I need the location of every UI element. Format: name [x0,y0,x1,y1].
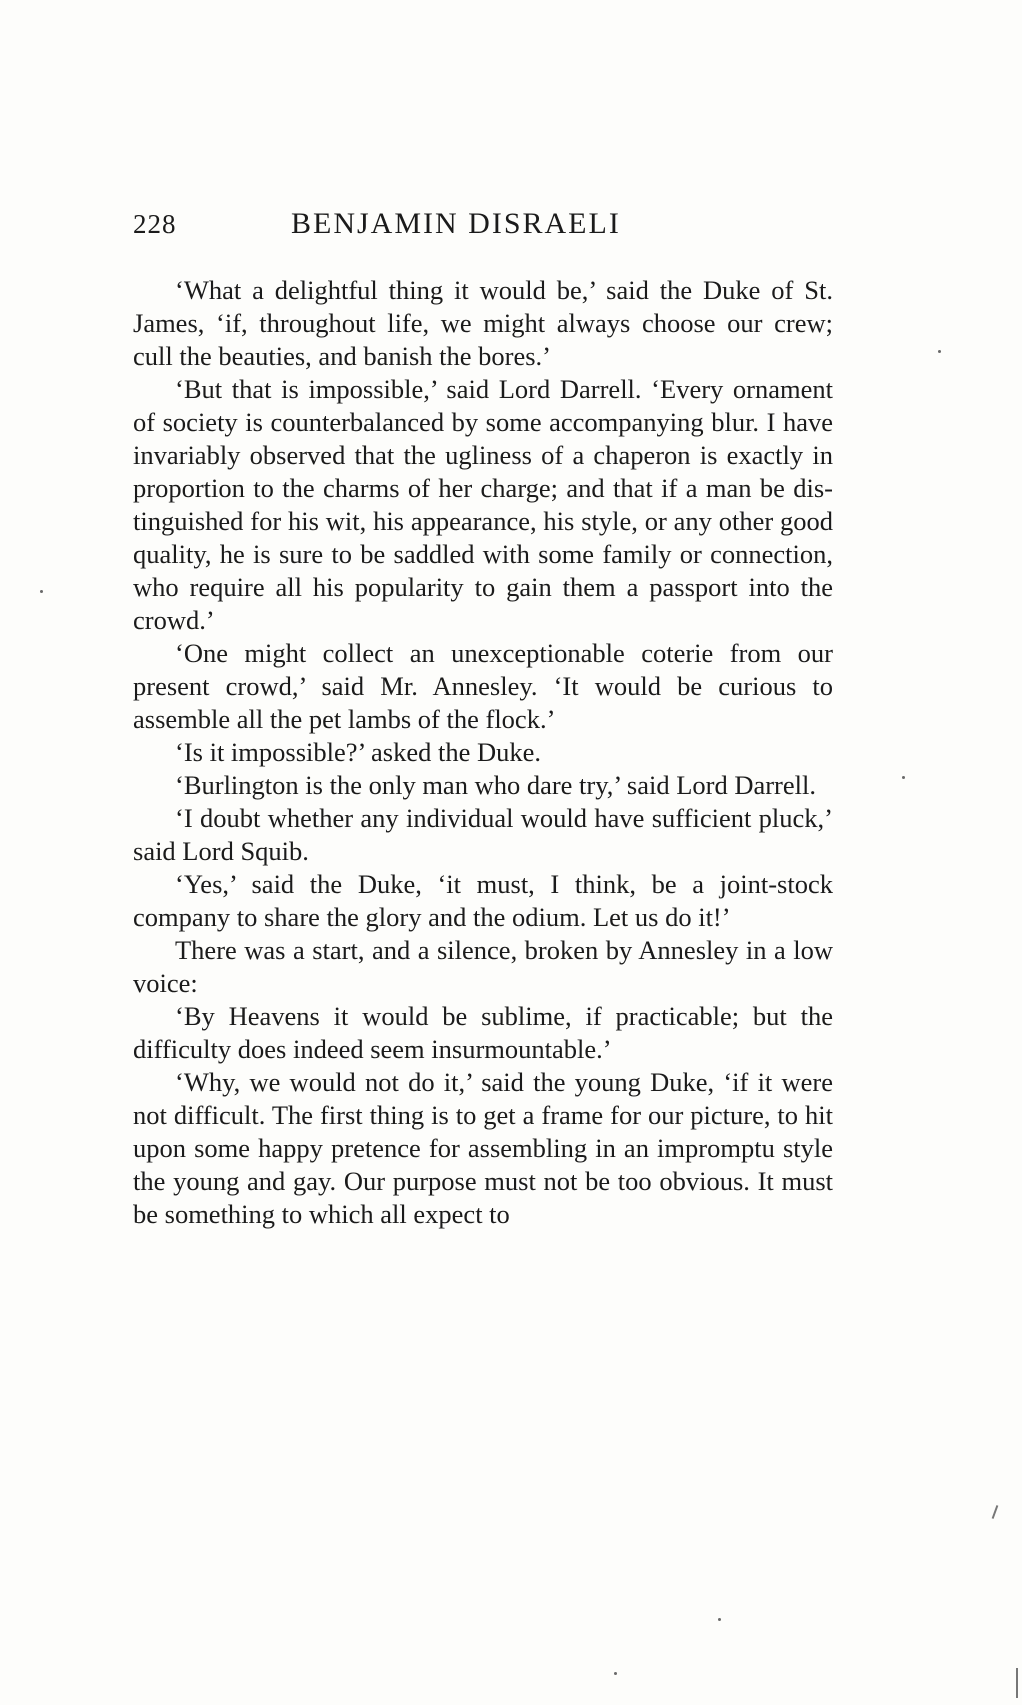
running-head [133,204,833,244]
paragraph-7: ‘Yes,’ said the Duke, ‘it must, I think, be a joint-stock company to share the glory and the odium. Let us do it!’ [133,869,833,932]
paragraph-1: ‘What a delightful thing it would be,’ said the Duke of St. James, ‘if, throughout life, we might always choose our crew; cull the beauties, and banish the bores.’ [133,275,833,371]
paragraph-8: There was a start, and a silence, broken by Annesley in a low voice: [133,935,833,998]
scan-edge-mark [1016,1668,1018,1698]
scan-speck [40,590,43,593]
scan-speck [614,1672,617,1675]
scan-edge-mark [992,1505,999,1519]
paragraph-6: ‘I doubt whether any individual would have sufficient pluck,’ said Lord Squib. [133,803,833,866]
scan-speck [902,776,905,779]
scan-speck [938,350,941,353]
paragraph-4: ‘Is it impossible?’ asked the Duke. [175,737,542,767]
running-title: BENJAMIN DISRAELI [291,207,621,240]
scan-speck [718,1618,721,1621]
paragraph-3: ‘One might collect an unexceptionable coterie from our present crowd,’ said Mr. Annesley. ‘It would be curious to assemble all the pet lambs of the flock.’ [133,638,833,734]
paragraph-10: ‘Why, we would not do it,’ said the young Duke, ‘if it were not difficult. The first thing is to get a frame for our picture, to hit upon some happy pretence for assembling in an impromptu style the young and gay. Our purpose must not be too obvious. It must be something to which all expect to [133,1067,833,1229]
paragraph-5: ‘Burlington is the only man who dare try,’ said Lord Darrell. [175,770,816,800]
paragraph-9: ‘By Heavens it would be sublime, if practicable; but the difficulty does indeed seem insurmountable.’ [133,1001,833,1064]
paragraph-2: ‘But that is impossible,’ said Lord Darrell. ‘Every ornament of society is counterbalanced by some accompanying blur. I have invariably observed that the ugliness of a chaperon is exactly in proportion to the charms of her charge; and that if a man be distinguished for his wit, his appearance, his style, or any other good quality, he is sure to be saddled with some family or connection, who require all his popularity to gain them a passport into the crowd.’ [133,374,833,635]
page-number: 228 [133,209,177,239]
body-text [133,274,833,1231]
